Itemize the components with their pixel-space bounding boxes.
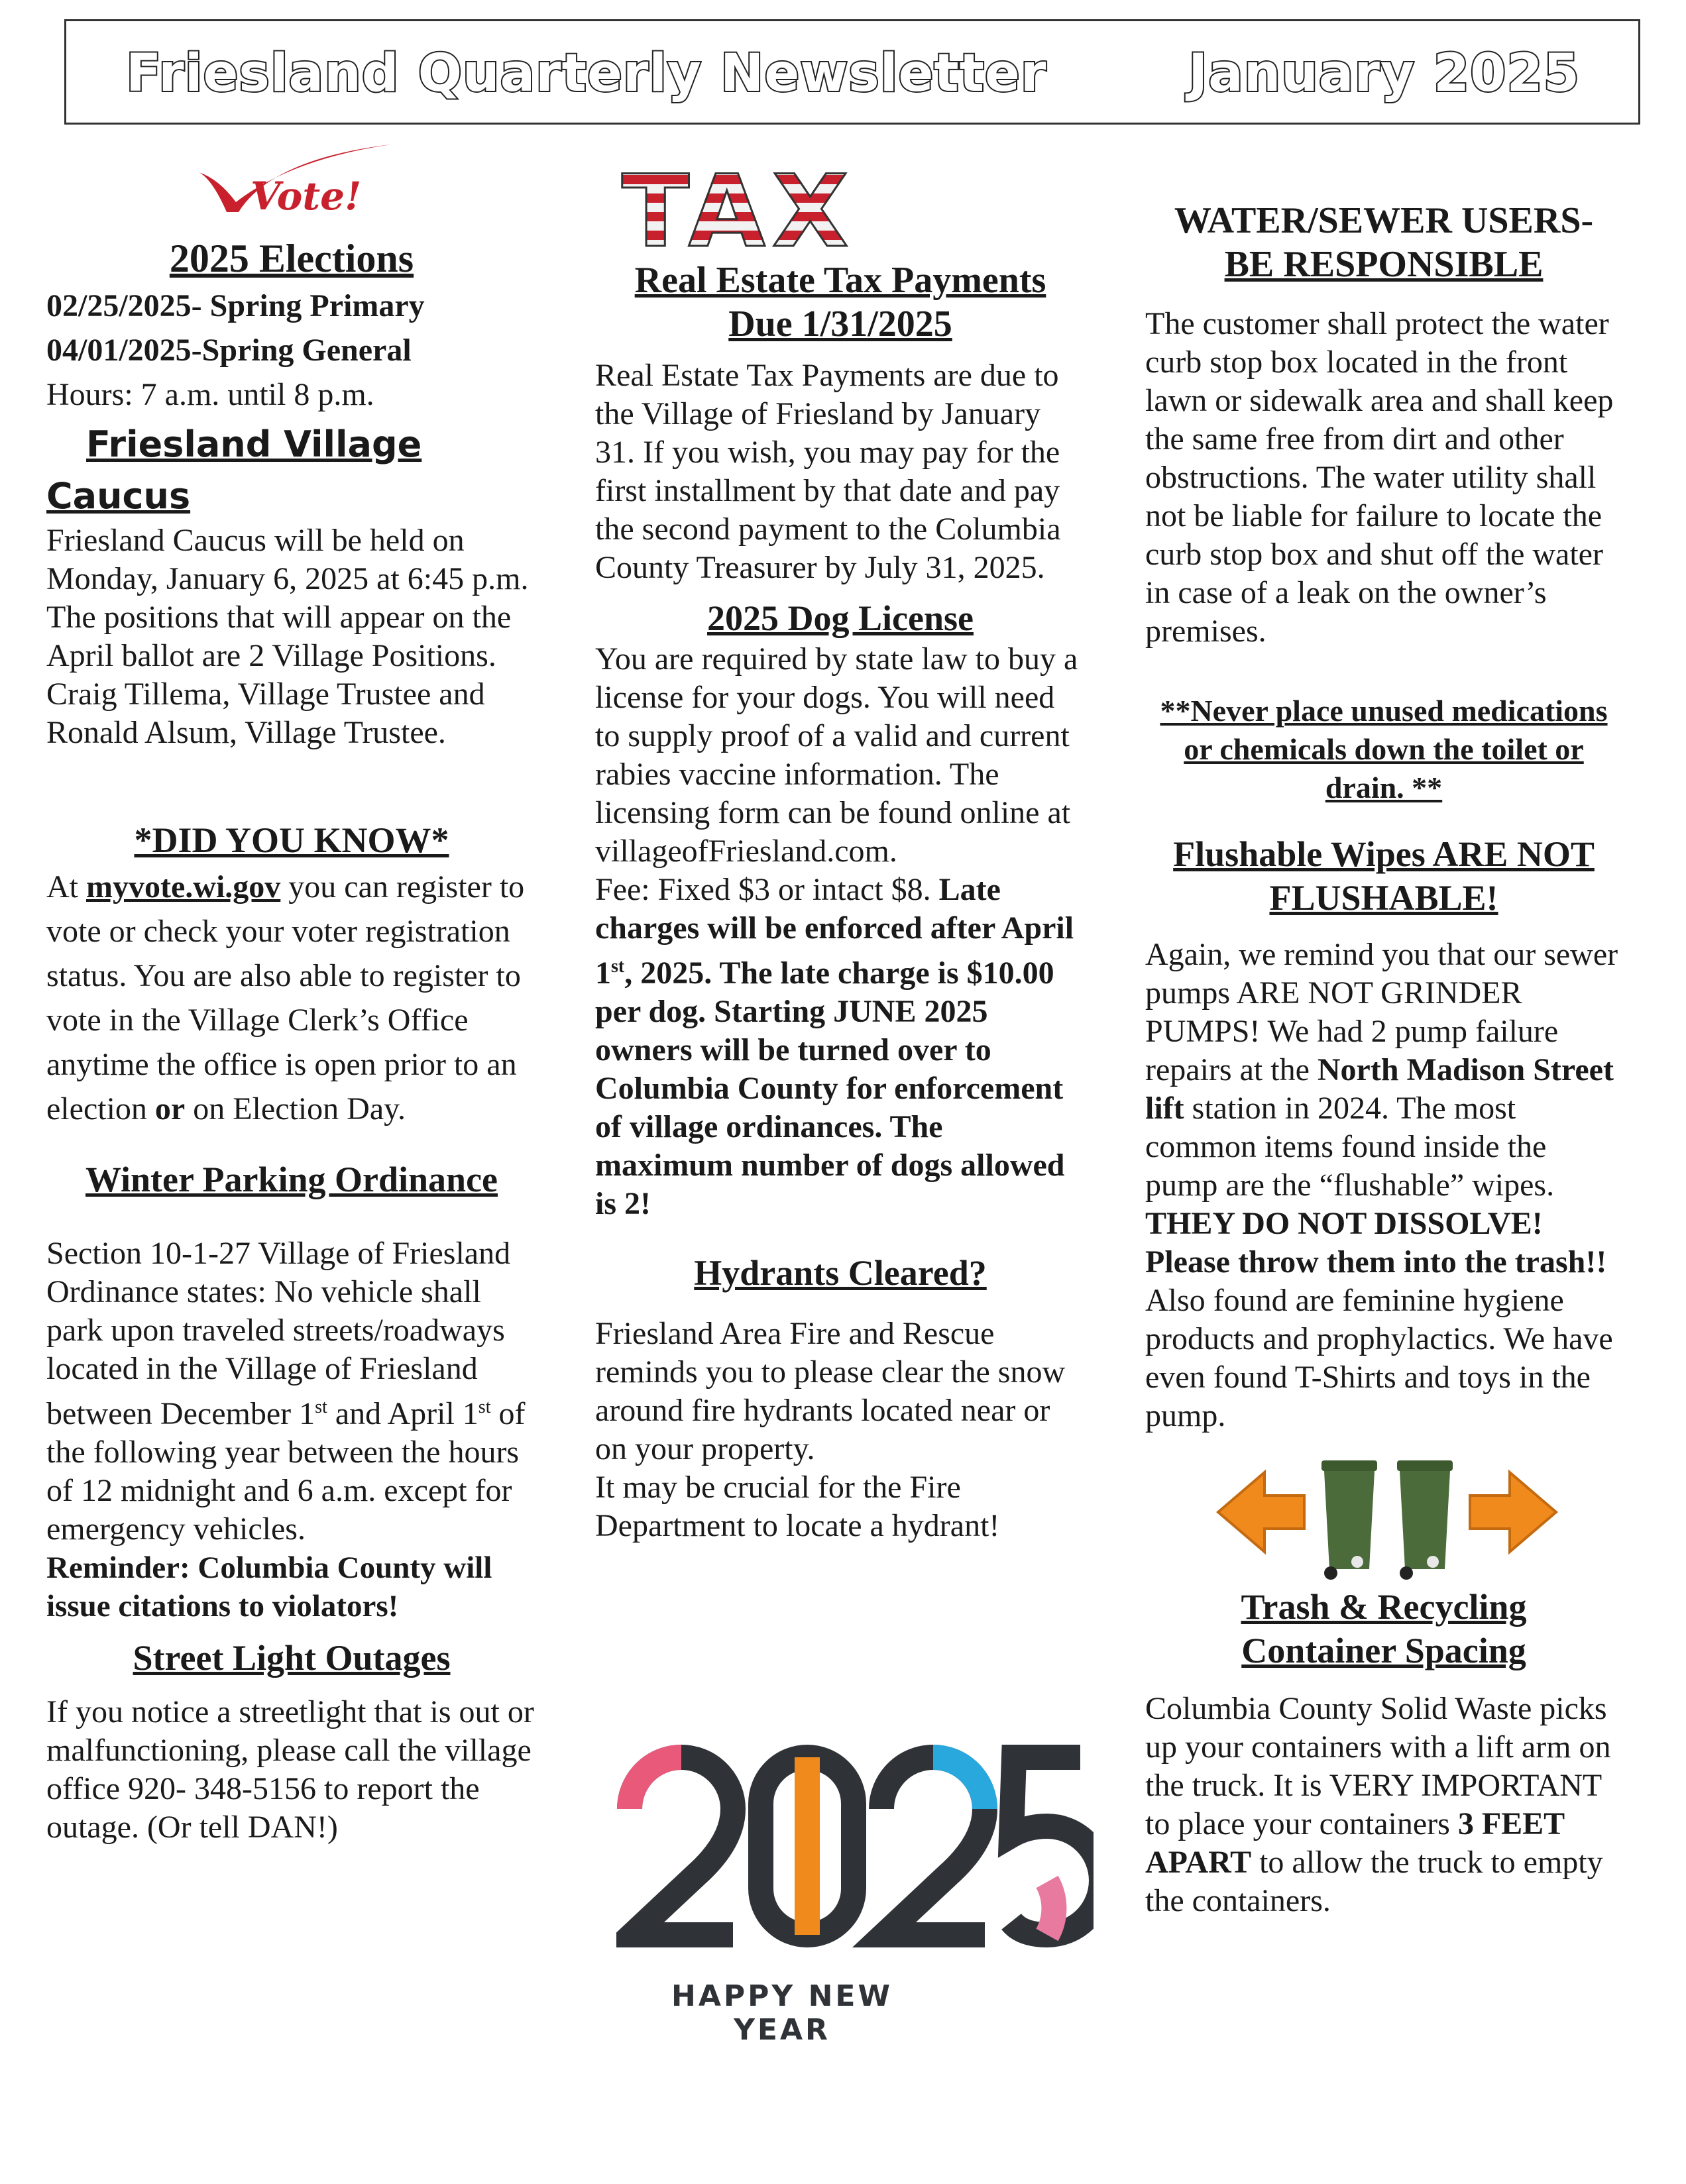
trash-bin-icon <box>1321 1460 1377 1580</box>
left-arrow-icon <box>1218 1472 1304 1552</box>
parking-reminder: Reminder: Columbia County will issue citations to violators! <box>46 1551 492 1623</box>
hydrants-heading: Hydrants Cleared? <box>694 1253 987 1293</box>
happy-new-year-graphic <box>616 1736 1094 2054</box>
wipes-bold-2: THEY DO NOT DISSOLVE! Please throw them into the trash!! <box>1145 1206 1607 1280</box>
parking-sup-2: st <box>478 1397 491 1417</box>
tax-logo <box>622 154 1086 270</box>
trash-heading-2: Container Spacing <box>1241 1631 1526 1670</box>
trash-body <box>1145 1690 1622 1920</box>
trash-text-2: to allow the truck to empty the containers. <box>1145 1845 1603 1918</box>
column-middle <box>595 154 1086 1545</box>
did-you-know-or: or <box>154 1091 186 1126</box>
newsletter-header <box>64 19 1640 125</box>
tax-body: Real Estate Tax Payments are due to the Village of Friesland by January 31. If you wish, you may pay for the first installment by that date and pay the second payment to the Columbia County Treasurer by July 31, 2025. <box>595 358 1061 585</box>
trash-heading: Trash & Recycling <box>1241 1587 1527 1627</box>
wipes-body <box>1145 936 1622 1435</box>
parking-body <box>46 1234 537 1549</box>
newsletter-date: January 2025 <box>1188 44 1580 103</box>
election-primary: 02/25/2025- Spring Primary <box>46 288 425 323</box>
parking-sup-1: st <box>315 1397 327 1417</box>
did-you-know-text-2: on Election Day. <box>185 1091 406 1126</box>
water-body: The customer shall protect the water curb stop box located in the front lawn or sidewalk area and shall keep the same free from dirt and other obstructions. The water utility shall not be liable for failure to locate the curb stop box and shut off the water in case of a leak on the owner’s premises. <box>1145 306 1614 649</box>
trash-bold: 3 FEET APART <box>1145 1806 1565 1880</box>
vote-logo-text: Vote! <box>251 174 362 219</box>
water-heading: WATER/SEWER USERS- <box>1174 200 1594 241</box>
vote-logo <box>192 139 411 239</box>
dog-fee-text: Fee: Fixed $3 or intact $8. <box>595 872 939 907</box>
hydrants-body: Friesland Area Fire and Rescue reminds you to please clear the snow around fire hydrants located near or on your property. <box>595 1316 1066 1466</box>
did-you-know-text: you can register to vote or check your voter registration status. You are also able to register to vote in the Village Clerk’s Office anytime the office is open prior to an election <box>46 869 525 1126</box>
dog-heading: 2025 Dog License <box>707 598 974 638</box>
wipes-heading: Flushable Wipes ARE NOT <box>1173 834 1595 874</box>
myvote-link[interactable]: myvote.wi.gov <box>86 869 281 904</box>
parking-text-a: Section 10-1-27 Village of Friesland Ordinance states: No vehicle shall park upon traveled streets/roadways located in the Village of Friesland between December 1 <box>46 1236 511 1431</box>
did-you-know-intro: At <box>46 869 78 904</box>
dog-late-a: Late charges will be enforced after April 1 <box>595 872 1074 991</box>
recycling-bin-icon <box>1397 1460 1453 1580</box>
parking-text-b: and April 1 <box>327 1396 478 1431</box>
tax-heading: Real Estate Tax Payments <box>634 260 1046 301</box>
dog-body: You are required by state law to buy a license for your dogs. You will need to supply proof of a valid and current rabies vaccine information. The licensing form can be found online at villageofFriesland.com. <box>595 641 1078 869</box>
did-you-know-heading: *DID YOU KNOW* <box>134 820 449 860</box>
caucus-heading: Friesland Village <box>86 423 422 465</box>
parking-heading: Winter Parking Ordinance <box>85 1160 498 1199</box>
bins-arrows-icon <box>1165 1446 1602 1585</box>
tax-heading-2: Due 1/31/2025 <box>728 303 952 345</box>
wipes-bold-1: North Madison Street lift <box>1145 1052 1614 1126</box>
column-right <box>1145 199 1622 1920</box>
wipes-text-1: Again, we remind you that our sewer pumps ARE NOT GRINDER PUMPS! We had 2 pump failure repairs at the <box>1145 937 1618 1087</box>
caucus-body: Friesland Caucus will be held on Monday, January 6, 2025 at 6:45 p.m. The positions that will appear on the April ballot are 2 Village Positions. Craig Tillema, Village Trustee and Ronald Alsum, Village Trustee. <box>46 523 529 750</box>
water-heading-2: BE RESPONSIBLE <box>1224 244 1544 285</box>
dog-late-sup: st <box>611 956 625 977</box>
wipes-text-2: station in 2024. The most common items found inside the pump are the “flushable” wipes. <box>1145 1091 1555 1203</box>
election-general: 04/01/2025-Spring General <box>46 333 412 368</box>
elections-heading: 2025 Elections <box>169 237 414 280</box>
dog-late-b: , 2025. The late charge is $10.00 per dog. Starting JUNE 2025 owners will be turned over to Columbia County for enforcement of village ordinances. The maximum number of dogs allowed is 2! <box>595 956 1065 1221</box>
never-notice: **Never place unused medications or chemicals down the toilet or drain. ** <box>1160 694 1608 804</box>
parking-text-c: of the following year between the hours of 12 midnight and 6 a.m. except for emergency vehicles. <box>46 1396 526 1547</box>
streetlight-body: If you notice a streetlight that is out or malfunctioning, please call the village office 920- 348-5156 to report the outage. (Or tell DAN!) <box>46 1694 534 1845</box>
wipes-text-3: Also found are feminine hygiene products and prophylactics. We have even found T-Shirts and toys in the pump. <box>1145 1283 1613 1433</box>
trash-text-1: Columbia County Solid Waste picks up your containers with a lift arm on the truck. It is VERY IMPORTANT to place your containers <box>1145 1691 1611 1841</box>
election-hours: Hours: 7 a.m. until 8 p.m. <box>46 377 374 412</box>
hydrants-body-2: It may be crucial for the Fire Department to locate a hydrant! <box>595 1470 1000 1543</box>
streetlight-heading: Street Light Outages <box>133 1638 451 1678</box>
bins-illustration <box>1145 1446 1622 1585</box>
newsletter-title: Friesland Quarterly Newsletter <box>126 44 1047 103</box>
tax-logo-text: TAX <box>622 166 1086 258</box>
year-2025-graphic <box>616 1736 1094 2001</box>
dog-fee <box>595 871 1086 1223</box>
happy-new-year-caption: HAPPY NEW YEAR <box>671 1979 893 2047</box>
did-you-know-body <box>46 865 537 1131</box>
right-arrow-icon <box>1470 1472 1556 1552</box>
wipes-heading-2: FLUSHABLE! <box>1269 878 1498 918</box>
caucus-heading-2: Caucus <box>46 475 191 517</box>
column-left <box>46 139 537 1847</box>
